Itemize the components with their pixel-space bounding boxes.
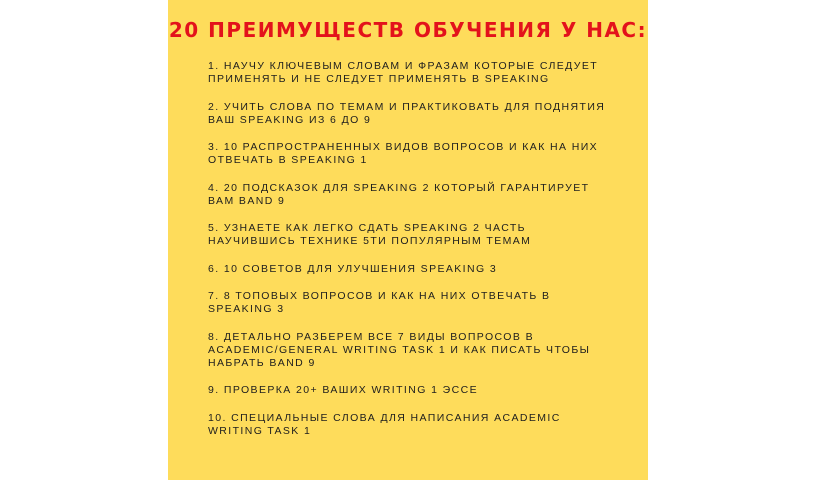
list-item: 1. НАУЧУ КЛЮЧЕВЫМ СЛОВАМ И ФРАЗАМ КОТОРЫЕ СЛЕДУЕТ ПРИМЕНЯТЬ И НЕ СЛЕДУЕТ ПРИМЕНЯТЬ В SPEAKING bbox=[208, 60, 599, 85]
list-item: 4. 20 ПОДСКАЗОК ДЛЯ SPEAKING 2 КОТОРЫЙ ГАРАНТИРУЕТ ВАМ BAND 9 bbox=[208, 181, 590, 207]
list-item: 10. СПЕЦИАЛЬНЫЕ СЛОВА ДЛЯ НАПИСАНИЯ ACADEMIC WRITING TASK 1 bbox=[208, 411, 561, 437]
list-item: 7. 8 ТОПОВЫХ ВОПРОСОВ И КАК НА НИХ ОТВЕЧАТЬ В SPEAKING 3 bbox=[208, 290, 551, 315]
poster-title: 20 ПРЕИМУЩЕСТВ ОБУЧЕНИЯ У НАС: bbox=[168, 18, 648, 42]
list-item: 9. ПРОВЕРКА 20+ ВАШИХ WRITING 1 ЭССЕ bbox=[208, 384, 478, 396]
list-item: 3. 10 РАСПРОСТРАНЕННЫХ ВИДОВ ВОПРОСОВ И КАК НА НИХ ОТВЕЧАТЬ В SPEAKING 1 bbox=[208, 141, 599, 166]
benefits-list bbox=[208, 60, 608, 452]
list-item: 5. УЗНАЕТЕ КАК ЛЕГКО СДАТЬ SPEAKING 2 ЧАСТЬ НАУЧИВШИСЬ ТЕХНИКЕ 5ТИ ПОПУЛЯРНЫМ ТЕМАМ bbox=[208, 222, 532, 247]
list-item: 8. ДЕТАЛЬНО РАЗБЕРЕМ ВСЕ 7 ВИДЫ ВОПРОСОВ В ACADEMIC/GENERAL WRITING TASK 1 И КАК ПИСАТЬ ЧТОБЫ НАБРАТЬ BAND 9 bbox=[208, 330, 591, 369]
list-item: 6. 10 СОВЕТОВ ДЛЯ УЛУЧШЕНИЯ SPEAKING 3 bbox=[208, 262, 498, 275]
poster bbox=[168, 0, 648, 480]
list-item: 2. УЧИТЬ СЛОВА ПО ТЕМАМ И ПРАКТИКОВАТЬ ДЛЯ ПОДНЯТИЯ ВАШ SPEAKING ИЗ 6 ДО 9 bbox=[208, 100, 606, 126]
